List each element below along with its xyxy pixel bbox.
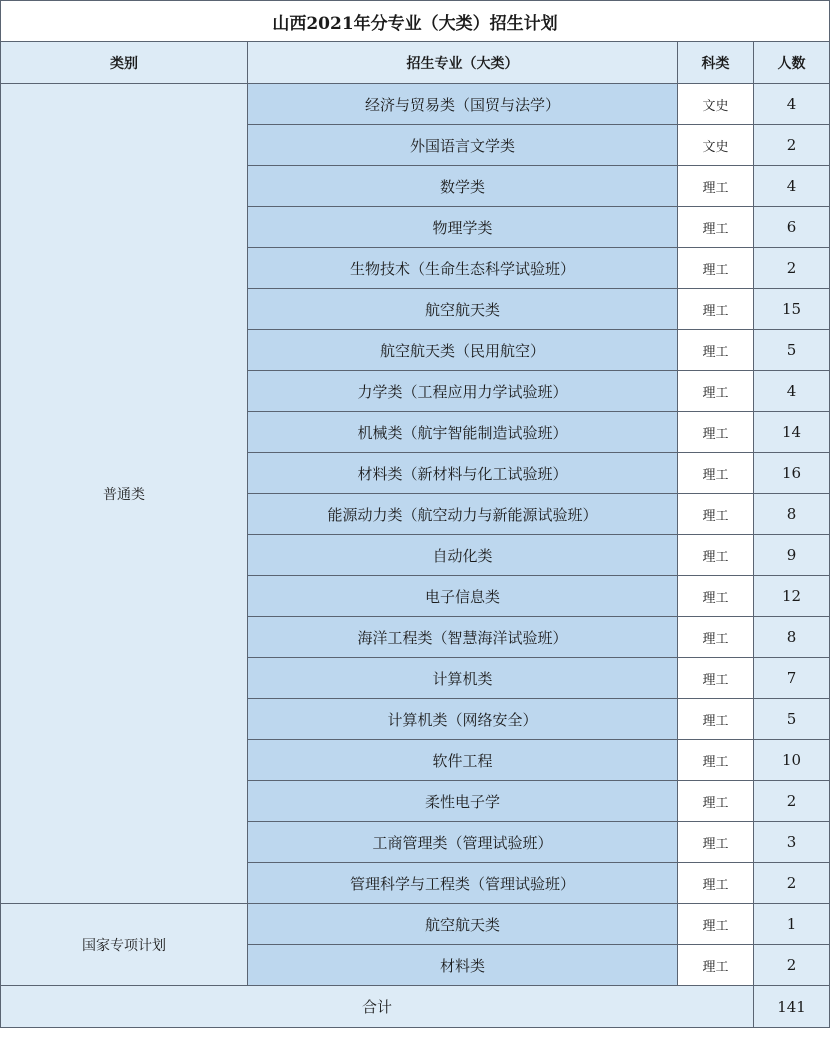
major-cell: 柔性电子学 — [248, 781, 678, 822]
header-row — [1, 42, 830, 84]
major-cell: 计算机类（网络安全） — [248, 699, 678, 740]
major-cell: 海洋工程类（智慧海洋试验班） — [248, 617, 678, 658]
count-cell: 2 — [754, 945, 830, 986]
subject-cell: 理工 — [678, 904, 754, 945]
header-count: 人数 — [754, 42, 830, 84]
count-cell: 4 — [754, 84, 830, 125]
subject-cell: 理工 — [678, 576, 754, 617]
major-cell: 力学类（工程应用力学试验班） — [248, 371, 678, 412]
major-cell: 材料类（新材料与化工试验班） — [248, 453, 678, 494]
subject-cell: 理工 — [678, 822, 754, 863]
major-cell: 物理学类 — [248, 207, 678, 248]
category-cell: 国家专项计划 — [1, 904, 248, 986]
table-body — [1, 1, 830, 1028]
count-cell: 2 — [754, 248, 830, 289]
major-cell: 经济与贸易类（国贸与法学） — [248, 84, 678, 125]
major-cell: 航空航天类（民用航空） — [248, 330, 678, 371]
subject-cell: 理工 — [678, 207, 754, 248]
subject-cell: 理工 — [678, 494, 754, 535]
subject-cell: 理工 — [678, 166, 754, 207]
subject-cell: 理工 — [678, 740, 754, 781]
major-cell: 数学类 — [248, 166, 678, 207]
major-cell: 自动化类 — [248, 535, 678, 576]
major-cell: 软件工程 — [248, 740, 678, 781]
subject-cell: 理工 — [678, 371, 754, 412]
count-cell: 6 — [754, 207, 830, 248]
count-cell: 1 — [754, 904, 830, 945]
subject-cell: 理工 — [678, 535, 754, 576]
header-major: 招生专业（大类） — [248, 42, 678, 84]
major-cell: 航空航天类 — [248, 904, 678, 945]
count-cell: 15 — [754, 289, 830, 330]
count-cell: 8 — [754, 494, 830, 535]
subject-cell: 理工 — [678, 617, 754, 658]
major-cell: 电子信息类 — [248, 576, 678, 617]
count-cell: 3 — [754, 822, 830, 863]
header-category: 类别 — [1, 42, 248, 84]
total-value: 141 — [754, 986, 830, 1028]
subject-cell: 理工 — [678, 330, 754, 371]
count-cell: 16 — [754, 453, 830, 494]
major-cell: 能源动力类（航空动力与新能源试验班） — [248, 494, 678, 535]
major-cell: 管理科学与工程类（管理试验班） — [248, 863, 678, 904]
total-row — [1, 986, 830, 1028]
subject-cell: 理工 — [678, 945, 754, 986]
table-row — [1, 84, 830, 125]
count-cell: 7 — [754, 658, 830, 699]
major-cell: 计算机类 — [248, 658, 678, 699]
count-cell: 2 — [754, 781, 830, 822]
count-cell: 9 — [754, 535, 830, 576]
title-row — [1, 1, 830, 42]
total-label: 合计 — [1, 986, 754, 1028]
subject-cell: 理工 — [678, 781, 754, 822]
subject-cell: 理工 — [678, 289, 754, 330]
major-cell: 航空航天类 — [248, 289, 678, 330]
table-title: 山西2021年分专业（大类）招生计划 — [1, 1, 830, 42]
subject-cell: 理工 — [678, 453, 754, 494]
table-row — [1, 904, 830, 945]
count-cell: 14 — [754, 412, 830, 453]
subject-cell: 理工 — [678, 248, 754, 289]
count-cell: 4 — [754, 166, 830, 207]
count-cell: 10 — [754, 740, 830, 781]
count-cell: 4 — [754, 371, 830, 412]
count-cell: 12 — [754, 576, 830, 617]
count-cell: 2 — [754, 125, 830, 166]
subject-cell: 文史 — [678, 125, 754, 166]
count-cell: 5 — [754, 330, 830, 371]
count-cell: 2 — [754, 863, 830, 904]
major-cell: 工商管理类（管理试验班） — [248, 822, 678, 863]
subject-cell: 文史 — [678, 84, 754, 125]
subject-cell: 理工 — [678, 658, 754, 699]
subject-cell: 理工 — [678, 699, 754, 740]
subject-cell: 理工 — [678, 412, 754, 453]
subject-cell: 理工 — [678, 863, 754, 904]
major-cell: 材料类 — [248, 945, 678, 986]
major-cell: 生物技术（生命生态科学试验班） — [248, 248, 678, 289]
count-cell: 8 — [754, 617, 830, 658]
count-cell: 5 — [754, 699, 830, 740]
major-cell: 机械类（航宇智能制造试验班） — [248, 412, 678, 453]
header-subject: 科类 — [678, 42, 754, 84]
category-cell: 普通类 — [1, 84, 248, 904]
major-cell: 外国语言文学类 — [248, 125, 678, 166]
